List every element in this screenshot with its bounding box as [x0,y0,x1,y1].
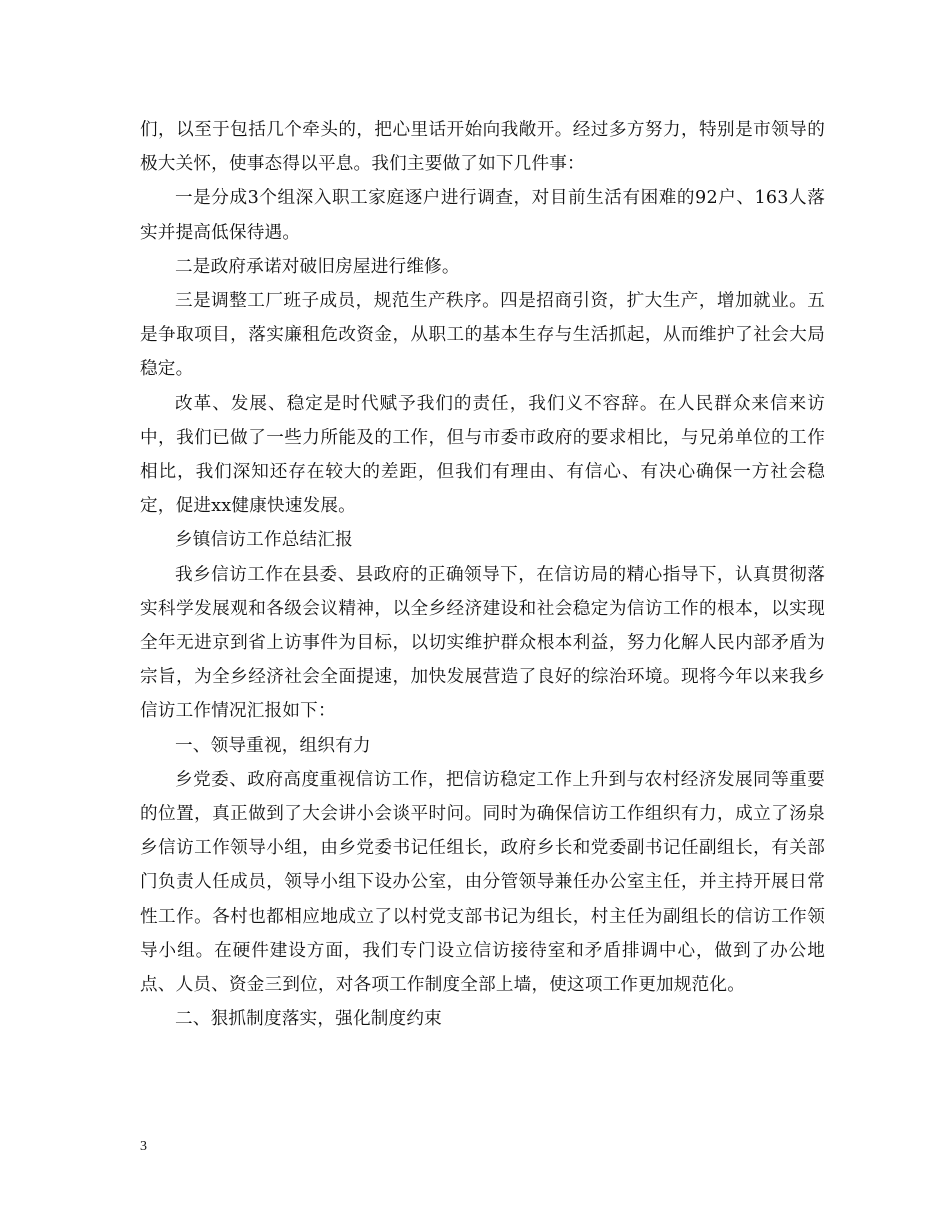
paragraph-item-two: 二是政府承诺对破旧房屋进行维修。 [175,256,460,277]
paragraph-leadership: 乡党委、政府高度重视信访工作，把信访稳定工作上升到与农村经济发展同等重要的位置，真正做到了大会讲小会谈平时问。同时为确保信访工作组织有力，成立了汤泉乡信访工作领导小组，由乡党委书记任组长，政府乡长和党委副书记任副组长，有关部门负责人任成员，领导小组下设办公室，由分管领导兼任办公室主任，并主持开展日常性工作。各村也都相应地成立了以村党支部书记为组长，村主任为副组长的信访工作领导小组。在硬件建设方面，我们专门设立信访接待室和矛盾排调中心，做到了办公地点、人员、资金三到位，对各项工作制度全部上墙，使这项工作更加规范化。 [140,769,825,996]
heading-two: 二、狠抓制度落实，强化制度约束 [175,1009,442,1030]
heading-one: 一、领导重视，组织有力 [175,735,371,756]
page-number: 3 [140,1139,147,1154]
paragraph-item-one: 一是分成3个组深入职工家庭逐户进行调查，对目前生活有困难的92户、163人落实并提高低保待遇。 [140,188,825,243]
document-body [140,113,825,1036]
paragraph-conclusion: 改革、发展、稳定是时代赋予我们的责任，我们义不容辞。在人民群众来信来访中，我们已做了一些力所能及的工作，但与市委市政府的要求相比，与兄弟单位的工作相比，我们深知还存在较大的差距，但我们有理由、有信心、有决心确保一方社会稳定，促进xx健康快速发展。 [140,393,825,517]
section-title: 乡镇信访工作总结汇报 [175,530,353,551]
paragraph-intro: 我乡信访工作在县委、县政府的正确领导下，在信访局的精心指导下，认真贯彻落实科学发展观和各级会议精神，以全乡经济建设和社会稳定为信访工作的根本，以实现全年无进京到省上访事件为目标，以切实维护群众根本利益，努力化解人民内部矛盾为宗旨，为全乡经济社会全面提速，加快发展营造了良好的综治环境。现将今年以来我乡信访工作情况汇报如下： [140,564,825,722]
paragraph-item-three: 三是调整工厂班子成员，规范生产秩序。四是招商引资，扩大生产，增加就业。五是争取项目，落实廉租危改资金，从职工的基本生存与生活抓起，从而维护了社会大局稳定。 [140,291,825,380]
paragraph-continuation: 们，以至于包括几个牵头的，把心里话开始向我敞开。经过多方努力，特别是市领导的极大关怀，使事态得以平息。我们主要做了如下几件事： [140,120,825,175]
